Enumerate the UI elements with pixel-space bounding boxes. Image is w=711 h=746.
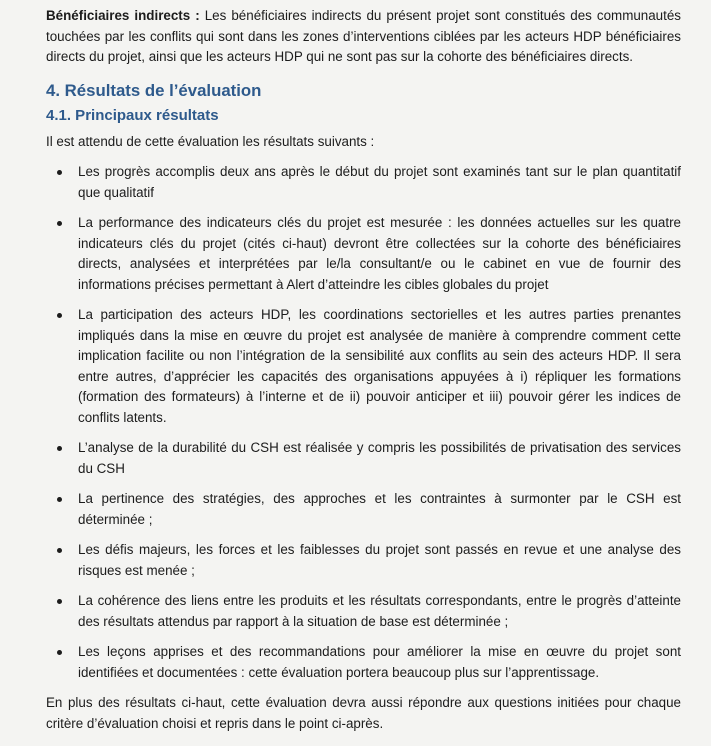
list-item bbox=[46, 591, 681, 632]
bullet-icon bbox=[57, 313, 62, 318]
results-list bbox=[46, 162, 681, 683]
list-item bbox=[46, 305, 681, 428]
bullet-icon bbox=[57, 221, 62, 226]
list-item bbox=[46, 642, 681, 683]
list-item-text: L’analyse de la durabilité du CSH est réalisée y compris les possibilités de privatisation des services du CSH bbox=[78, 440, 681, 476]
bullet-icon bbox=[57, 446, 62, 451]
intro-text: Les bénéficiaires indirects du présent projet sont constitués des communautés touchées par les conflits qui sont dans les zones d’interventions ciblées par les acteurs HDP bénéficiaires directs du projet, ainsi que les acteurs HDP qui ne sont pas sur la cohorte des bénéficiaires directs. bbox=[46, 8, 681, 64]
list-item-text: La performance des indicateurs clés du projet est mesurée : les données actuelles sur les quatre indicateurs clés du projet (cités ci-haut) devront être collectées sur la cohorte des bénéficiaires directs, analysées et interprétées par le/la consultant/e ou le cabinet en vue de fournir des informations précises permettant à Alert d’atteindre les cibles globales du projet bbox=[78, 215, 681, 292]
list-item bbox=[46, 438, 681, 479]
list-item-text: La cohérence des liens entre les produits et les résultats correspondants, entre le progrès d’atteinte des résultats attendus par rapport à la situation de base est déterminée ; bbox=[78, 593, 681, 629]
list-item-text: La pertinence des stratégies, des approches et les contraintes à surmonter par le CSH est déterminée ; bbox=[78, 491, 681, 527]
list-item-text: La participation des acteurs HDP, les coordinations sectorielles et les autres parties prenantes impliqués dans la mise en œuvre du projet est analysée de manière à comprendre comment cette implication facilite ou non l’intégration de la sensibilité aux conflits au sein des acteurs HDP. Il sera entre autres, d’apprécier les capacités des organisations appuyées à i) répliquer les formations (formation des formateurs) à l’interne et de ii) pouvoir anticiper et iii) pouvoir gérer les indices de conflits latents. bbox=[78, 307, 681, 425]
closing-paragraph: En plus des résultats ci-haut, cette évaluation devra aussi répondre aux questions initiées pour chaque critère d’évaluation choisi et repris dans le point ci-après. bbox=[46, 695, 681, 731]
subsection-heading: 4.1. Principaux résultats bbox=[46, 106, 219, 124]
list-item bbox=[46, 489, 681, 530]
lead-paragraph: Il est attendu de cette évaluation les résultats suivants : bbox=[46, 133, 375, 149]
list-item-text: Les progrès accomplis deux ans après le début du projet sont examinés tant sur le plan quantitatif que qualitatif bbox=[78, 164, 681, 200]
list-item-text: Les défis majeurs, les forces et les faiblesses du projet sont passés en revue et une analyse des risques est menée ; bbox=[78, 542, 681, 578]
bullet-icon bbox=[57, 497, 62, 502]
bullet-icon bbox=[57, 548, 62, 553]
intro-paragraph bbox=[46, 6, 681, 68]
bullet-icon bbox=[57, 599, 62, 604]
intro-label: Bénéficiaires indirects : bbox=[46, 8, 200, 23]
section-heading: 4. Résultats de l’évaluation bbox=[46, 80, 262, 100]
list-item bbox=[46, 162, 681, 203]
bullet-icon bbox=[57, 170, 62, 175]
list-item-text: Les leçons apprises et des recommandations pour améliorer la mise en œuvre du projet sont identifiées et documentées : cette évaluation portera beaucoup plus sur l’apprentissage. bbox=[78, 644, 681, 680]
list-item bbox=[46, 540, 681, 581]
list-item bbox=[46, 213, 681, 295]
bullet-icon bbox=[57, 650, 62, 655]
